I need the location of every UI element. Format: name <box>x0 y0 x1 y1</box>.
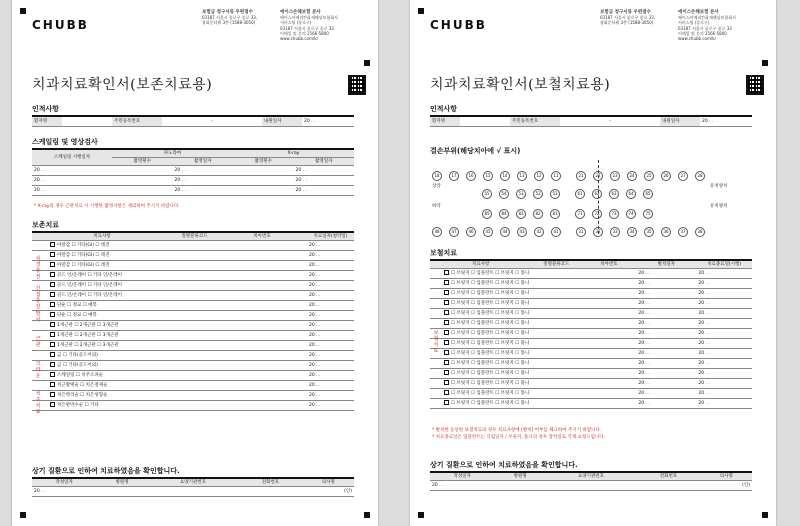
tooth-26[interactable]: 26 <box>661 171 671 181</box>
checkbox[interactable] <box>444 320 449 325</box>
tooth-28[interactable]: 28 <box>695 171 705 181</box>
treatment-group-label: 치경충전 <box>35 256 41 280</box>
midline-divider <box>598 160 599 234</box>
tooth-22[interactable]: 22 <box>593 171 603 181</box>
tooth-35[interactable]: 35 <box>644 227 654 237</box>
header-left-address: 보험금 청구서류 우편접수 03187 서울시 종로구 종로 33, 광화문타워 3층 (1588-3050) <box>202 10 258 26</box>
tooth-62[interactable]: 62 <box>592 189 602 199</box>
tooth-43[interactable]: 43 <box>517 227 527 237</box>
treatment-row[interactable]: 1개근관 ☐ 2개근관 ☐ 3개근관 20 . . <box>32 330 354 340</box>
checkbox[interactable] <box>444 390 449 395</box>
treatment-group-label: 근관 <box>35 336 41 348</box>
checkbox[interactable] <box>50 352 55 357</box>
checkbox[interactable] <box>50 322 55 327</box>
form-title: 치과치료확인서(보철치료용) <box>430 77 611 93</box>
section-patient: 인적사항 <box>430 105 458 113</box>
prosthetic-note-2: * 치료종료일은 임플란트는 식립일자 / 브릿지, 틀니의 경우 장착일로 기재 요청드립니다. <box>432 435 606 440</box>
page-preservation-form <box>12 0 378 526</box>
tooth-25[interactable]: 25 <box>644 171 654 181</box>
treatment-row[interactable]: 아말감 ☐ 기타(GI) ☐ 레진 20 . . <box>32 250 354 260</box>
treatment-row[interactable]: 아말감 ☐ 기타(GI) ☐ 레진 20 . . <box>32 240 354 250</box>
corner-mark <box>418 8 424 14</box>
tooth-24[interactable]: 24 <box>627 171 637 181</box>
prosthetic-row[interactable]: ☐ 브릿지 ☐ 임플란트 ☐ 브릿지 ☐ 틀니 20 . . 20 . . <box>430 378 752 388</box>
tooth-74[interactable]: 74 <box>626 209 636 219</box>
tooth-53[interactable]: 53 <box>516 189 526 199</box>
checkbox[interactable] <box>50 302 55 307</box>
checkbox[interactable] <box>50 402 55 407</box>
treatment-group-label: 간접충전 <box>35 286 41 310</box>
tooth-42[interactable]: 42 <box>534 227 544 237</box>
confirm-statement: 상기 질환으로 인하여 치료하였음을 확인합니다. <box>32 467 180 475</box>
checkbox[interactable] <box>444 340 449 345</box>
section-patient: 인적사항 <box>32 105 60 113</box>
prosthetic-group-label: 보철치료 <box>433 330 439 354</box>
prosthetic-note-1: * 발치한 동일한 보철치료의 경우 치료사항에 [발치] 여부를 체크하여 주시기 바랍니다. <box>432 428 602 433</box>
signature-row[interactable]: 20 . . (인) <box>32 486 354 496</box>
tooth-15[interactable]: 15 <box>483 171 493 181</box>
prosthetic-row[interactable]: ☐ 브릿지 ☐ 임플란트 ☐ 브릿지 ☐ 틀니 20 . . 20 . . <box>430 388 752 398</box>
treatment-row[interactable]: 단순 ☐ 정교 ☐ 매복 20 . . <box>32 310 354 320</box>
form-title: 치과치료확인서(보존치료용) <box>32 77 213 93</box>
treatment-row[interactable]: 골드 인/온레이 ☐ 기타 인/온레이 20 . . <box>32 290 354 300</box>
tooth-63[interactable]: 63 <box>609 189 619 199</box>
prosthetic-row[interactable]: ☐ 브릿지 ☐ 임플란트 ☐ 브릿지 ☐ 틀니 20 . . 20 . . <box>430 398 752 408</box>
visit-date-field[interactable]: 20 . . <box>302 116 354 126</box>
header-right-address: 에이스손해보험 본사 에이스아메리칸화재해상보험회사 서비스팀 (종로구) 03187 서울시 종로구 종로 33 이메일 및 문의 1566-5800 www.chubb.com/kr <box>678 10 736 42</box>
treatment-row[interactable]: 치근활택술 ☐ 치은절제술 20 . . <box>32 380 354 390</box>
visit-date-field[interactable]: 20 . . <box>700 116 752 126</box>
tooth-45[interactable]: 45 <box>483 227 493 237</box>
treatment-row[interactable]: 치은박리술 ☐ 치은성형술 20 . . <box>32 390 354 400</box>
confirm-statement: 상기 질환으로 인하여 치료하였음을 확인합니다. <box>430 461 578 469</box>
section-xray: 스케일링 및 영상검사 <box>32 138 98 146</box>
lower-jaw-label: 하악 <box>432 204 441 209</box>
qr-code-icon <box>746 75 764 95</box>
tooth-38[interactable]: 38 <box>695 227 705 237</box>
corner-mark <box>762 60 768 66</box>
tooth-64[interactable]: 64 <box>626 189 636 199</box>
checkbox[interactable] <box>444 330 449 335</box>
patient-name-field[interactable] <box>460 116 510 126</box>
checkbox[interactable] <box>444 300 449 305</box>
tooth-55[interactable]: 55 <box>482 189 492 199</box>
checkbox[interactable] <box>444 370 449 375</box>
tooth-48[interactable]: 48 <box>432 227 442 237</box>
treatment-row[interactable]: 아말감 ☐ 기타(GI) ☐ 레진 20 . . <box>32 260 354 270</box>
prosthetic-row[interactable]: ☐ 브릿지 ☐ 임플란트 ☐ 브릿지 ☐ 틀니 20 . . 20 . . <box>430 358 752 368</box>
corner-mark <box>762 512 768 518</box>
checkbox[interactable] <box>444 380 449 385</box>
tooth-81[interactable]: 81 <box>550 209 560 219</box>
upper-jaw-label: 상악 <box>432 184 441 189</box>
chubb-logo: CHUBB <box>430 18 487 32</box>
tooth-14[interactable]: 14 <box>500 171 510 181</box>
tooth-44[interactable]: 44 <box>500 227 510 237</box>
corner-mark <box>418 512 424 518</box>
tooth-34[interactable]: 34 <box>627 227 637 237</box>
no-tooth-label: 유치양치 <box>710 204 728 209</box>
prosthetic-table: 치료사항 질병분류코드 치아번호 발치일자 치료종료일(시행) ☐ 브릿지 ☐ 임플란트 ☐ 브릿지 ☐ 틀니 20 . . 20 . . ☐ 브릿지 ☐ 임플란트 ☐ 브릿지 ☐ 틀니 20 . . 20 . . ☐ 브릿지 ☐ 임플란트 ☐ 브릿지 ☐ 틀니 20 . . 20 . . ☐ 브릿지 ☐ 임플란트 ☐ 브릿지 ☐ 틀니 20 . . 20 . . ☐ 브릿지 ☐ 임플란트 ☐ 브릿지 ☐ 틀니 20 . . 20 . . ☐ 브릿지 ☐ 임플란트 ☐ 브릿지 ☐ 틀니 20 . . 20 . . ☐ 브릿지 ☐ 임플란트 ☐ 브릿지 ☐ 틀니 20 . . 20 . . ☐ 브릿지 ☐ 임플란트 ☐ 브릿지 ☐ 틀니 20 . . 20 . . ☐ 브릿지 ☐ 임플란트 ☐ 브릿지 ☐ 틀니 20 . . 20 . . ☐ 브릿지 ☐ 임플란트 ☐ 브릿지 ☐ 틀니 20 . . 20 . . ☐ 브릿지 ☐ 임플란트 ☐ 브릿지 ☐ 틀니 20 . . 20 . . ☐ 브릿지 ☐ 임플란트 ☐ 브릿지 ☐ 틀니 20 . . 20 . . ☐ 브릿지 ☐ 임플란트 ☐ 브릿지 ☐ 틀니 20 . . 20 . . ☐ 브릿지 ☐ 임플란트 ☐ 브릿지 ☐ 틀니 20 . . 20 . . <box>430 259 752 409</box>
signature-row[interactable]: 20 . . (인) <box>430 480 752 490</box>
corner-mark <box>364 512 370 518</box>
checkbox[interactable] <box>444 310 449 315</box>
checkbox[interactable] <box>50 392 55 397</box>
checkbox[interactable] <box>50 332 55 337</box>
checkbox[interactable] <box>444 360 449 365</box>
checkbox[interactable] <box>444 400 449 405</box>
signature-table: 작성일자 병원명 요양기관번호 전화번호 의사명 20 . . (인) <box>430 471 752 491</box>
tooth-21[interactable]: 21 <box>576 171 586 181</box>
xray-table: 스케일링 시행일자 파노라마 X-ray 촬영횟수 촬영일자 촬영횟수 촬영일자 20 . . 20 . . 20 . . 20 . . 20 . . 20 . . 20 . . 20 . . 20 . . <box>32 148 354 196</box>
prosthetic-row[interactable]: ☐ 브릿지 ☐ 임플란트 ☐ 브릿지 ☐ 틀니 20 . . 20 . . <box>430 278 752 288</box>
chubb-logo: CHUBB <box>32 18 89 32</box>
checkbox[interactable] <box>50 262 55 267</box>
section-prosthetic: 보철치료 <box>430 249 458 257</box>
prosthetic-row[interactable]: ☐ 브릿지 ☐ 임플란트 ☐ 브릿지 ☐ 틀니 20 . . 20 . . <box>430 318 752 328</box>
rrn-field[interactable]: - <box>560 116 660 126</box>
prosthetic-row[interactable]: ☐ 브릿지 ☐ 임플란트 ☐ 브릿지 ☐ 틀니 20 . . 20 . . <box>430 348 752 358</box>
treatment-row[interactable]: 골드 인/온레이 ☐ 기타 인/온레이 20 . . <box>32 280 354 290</box>
tooth-31[interactable]: 31 <box>576 227 586 237</box>
tooth-82[interactable]: 82 <box>533 209 543 219</box>
corner-mark <box>364 60 370 66</box>
treatment-row[interactable]: 1개근관 ☐ 2개근관 ☐ 3개근관 20 . . <box>32 320 354 330</box>
treatment-row[interactable]: 스케일링 ☐ 치주소파술 20 . . <box>32 370 354 380</box>
treatment-row[interactable]: 골드 인/온레이 ☐ 기타 인/온레이 20 . . <box>32 270 354 280</box>
section-treatment: 보존치료 <box>32 221 60 229</box>
corner-mark <box>20 8 26 14</box>
xray-row[interactable]: 20 . . 20 . . 20 . . <box>32 185 354 195</box>
treatment-row[interactable]: 치은판막수술 ☐ 기타 20 . . <box>32 400 354 410</box>
tooth-17[interactable]: 17 <box>449 171 459 181</box>
tooth-13[interactable]: 13 <box>517 171 527 181</box>
prosthetic-row[interactable]: ☐ 브릿지 ☐ 임플란트 ☐ 브릿지 ☐ 틀니 20 . . 20 . . <box>430 368 752 378</box>
xray-row[interactable]: 20 . . 20 . . 20 . . <box>32 165 354 175</box>
checkbox[interactable] <box>444 270 449 275</box>
tooth-84[interactable]: 84 <box>499 209 509 219</box>
patient-name-field[interactable] <box>62 116 112 126</box>
no-tooth-label: 유치양치 <box>710 184 728 189</box>
tooth-52[interactable]: 52 <box>533 189 543 199</box>
checkbox[interactable] <box>50 342 55 347</box>
tooth-12[interactable]: 12 <box>534 171 544 181</box>
tooth-61[interactable]: 61 <box>575 189 585 199</box>
tooth-18[interactable]: 18 <box>432 171 442 181</box>
tooth-27[interactable]: 27 <box>678 171 688 181</box>
tooth-41[interactable]: 41 <box>551 227 561 237</box>
checkbox[interactable] <box>444 290 449 295</box>
tooth-47[interactable]: 47 <box>449 227 459 237</box>
tooth-65[interactable]: 65 <box>643 189 653 199</box>
treatment-group-label: 치주치료 <box>35 391 41 415</box>
page-prosthetic-form <box>410 0 776 526</box>
treatment-group-label: 크라운 <box>35 361 41 379</box>
prosthetic-row[interactable]: ☐ 브릿지 ☐ 임플란트 ☐ 브릿지 ☐ 틀니 20 . . 20 . . <box>430 308 752 318</box>
treatment-row[interactable]: 금 ☐ 기타(골드이외) 20 . . <box>32 360 354 370</box>
prosthetic-row[interactable]: ☐ 브릿지 ☐ 임플란트 ☐ 브릿지 ☐ 틀니 20 . . 20 . . <box>430 298 752 308</box>
section-missing-teeth: 결손부위(해당치아에 √ 표시) <box>430 147 521 155</box>
tooth-23[interactable]: 23 <box>610 171 620 181</box>
xray-note: * X-ray의 경우 근관치료 시 시행한 촬영사항은 제외하여 주시기 바랍니다. <box>34 204 180 209</box>
checkbox[interactable] <box>50 312 55 317</box>
patient-table: 환자명 주민등록번호 - 내원일자 20 . . <box>430 115 752 127</box>
tooth-11[interactable]: 11 <box>551 171 561 181</box>
corner-mark <box>20 512 26 518</box>
tooth-36[interactable]: 36 <box>661 227 671 237</box>
treatment-row[interactable]: 1개근관 ☐ 2개근관 ☐ 3개근관 20 . . <box>32 340 354 350</box>
rrn-field[interactable]: - <box>162 116 262 126</box>
tooth-54[interactable]: 54 <box>499 189 509 199</box>
prosthetic-row[interactable]: ☐ 브릿지 ☐ 임플란트 ☐ 브릿지 ☐ 틀니 20 . . 20 . . <box>430 268 752 278</box>
treatment-group-label: 발치 <box>35 311 41 323</box>
header-right-address: 에이스손해보험 본사 에이스아메리칸화재해상보험회사 서비스팀 (종로구) 03187 서울시 종로구 종로 33 이메일 및 문의 1566-5800 www.chubb.com/kr <box>280 10 338 42</box>
treatment-table: 치료사항 질병분류코드 치아번호 치료일자(청약일) 아말감 ☐ 기타(GI) ☐ 레진 20 . . 아말감 ☐ 기타(GI) ☐ 레진 20 . . 아말감 ☐ 기타(GI) ☐ 레진 20 . . 골드 인/온레이 ☐ 기타 인/온레이 20 . . 골드 인/온레이 ☐ 기타 인/온레이 20 . . 골드 인/온레이 ☐ 기타 인/온레이 20 . . 단순 ☐ 정교 ☐ 매복 20 . . 단순 ☐ 정교 ☐ 매복 20 . . 1개근관 ☐ 2개근관 ☐ 3개근관 20 . . 1개근관 ☐ 2개근관 ☐ 3개근관 20 . . 1개근관 ☐ 2개근관 ☐ 3개근관 20 . . 금 ☐ 기타(골드이외) 20 . . 금 ☐ 기타(골드이외) 20 . . 스케일링 ☐ 치주소파술 20 . . 치근활택술 ☐ 치은절제술 20 . . 치은박리술 ☐ 치은성형술 20 . . 치은판막수술 ☐ 기타 20 . . <box>32 231 354 411</box>
treatment-row[interactable]: 금 ☐ 기타(골드이외) 20 . . <box>32 350 354 360</box>
signature-table: 작성일자 병원명 요양기관번호 전화번호 의사명 20 . . (인) <box>32 477 354 497</box>
checkbox[interactable] <box>50 272 55 277</box>
tooth-71[interactable]: 71 <box>575 209 585 219</box>
checkbox[interactable] <box>50 282 55 287</box>
tooth-16[interactable]: 16 <box>466 171 476 181</box>
prosthetic-row[interactable]: ☐ 브릿지 ☐ 임플란트 ☐ 브릿지 ☐ 틀니 20 . . 20 . . <box>430 338 752 348</box>
tooth-chart <box>410 160 776 240</box>
qr-code-icon <box>348 75 366 95</box>
checkbox[interactable] <box>50 252 55 257</box>
tooth-72[interactable]: 72 <box>592 209 602 219</box>
prosthetic-row[interactable]: ☐ 브릿지 ☐ 임플란트 ☐ 브릿지 ☐ 틀니 20 . . 20 . . <box>430 288 752 298</box>
checkbox[interactable] <box>444 350 449 355</box>
tooth-46[interactable]: 46 <box>466 227 476 237</box>
checkbox[interactable] <box>444 280 449 285</box>
checkbox[interactable] <box>50 242 55 247</box>
checkbox[interactable] <box>50 362 55 367</box>
tooth-51[interactable]: 51 <box>550 189 560 199</box>
checkbox[interactable] <box>50 382 55 387</box>
header-left-address: 보험금 청구서류 우편접수 03187 서울시 종로구 종로 33, 광화문타워 3층 (1588-3050) <box>600 10 656 26</box>
tooth-85[interactable]: 85 <box>482 209 492 219</box>
xray-row[interactable]: 20 . . 20 . . 20 . . <box>32 175 354 185</box>
tooth-33[interactable]: 33 <box>610 227 620 237</box>
prosthetic-row[interactable]: ☐ 브릿지 ☐ 임플란트 ☐ 브릿지 ☐ 틀니 20 . . 20 . . <box>430 328 752 338</box>
checkbox[interactable] <box>50 292 55 297</box>
tooth-75[interactable]: 75 <box>643 209 653 219</box>
treatment-row[interactable]: 단순 ☐ 정교 ☐ 매복 20 . . <box>32 300 354 310</box>
tooth-83[interactable]: 83 <box>516 209 526 219</box>
tooth-37[interactable]: 37 <box>678 227 688 237</box>
tooth-32[interactable]: 32 <box>593 227 603 237</box>
patient-table: 환자명 주민등록번호 - 내원일자 20 . . <box>32 115 354 127</box>
tooth-73[interactable]: 73 <box>609 209 619 219</box>
checkbox[interactable] <box>50 372 55 377</box>
